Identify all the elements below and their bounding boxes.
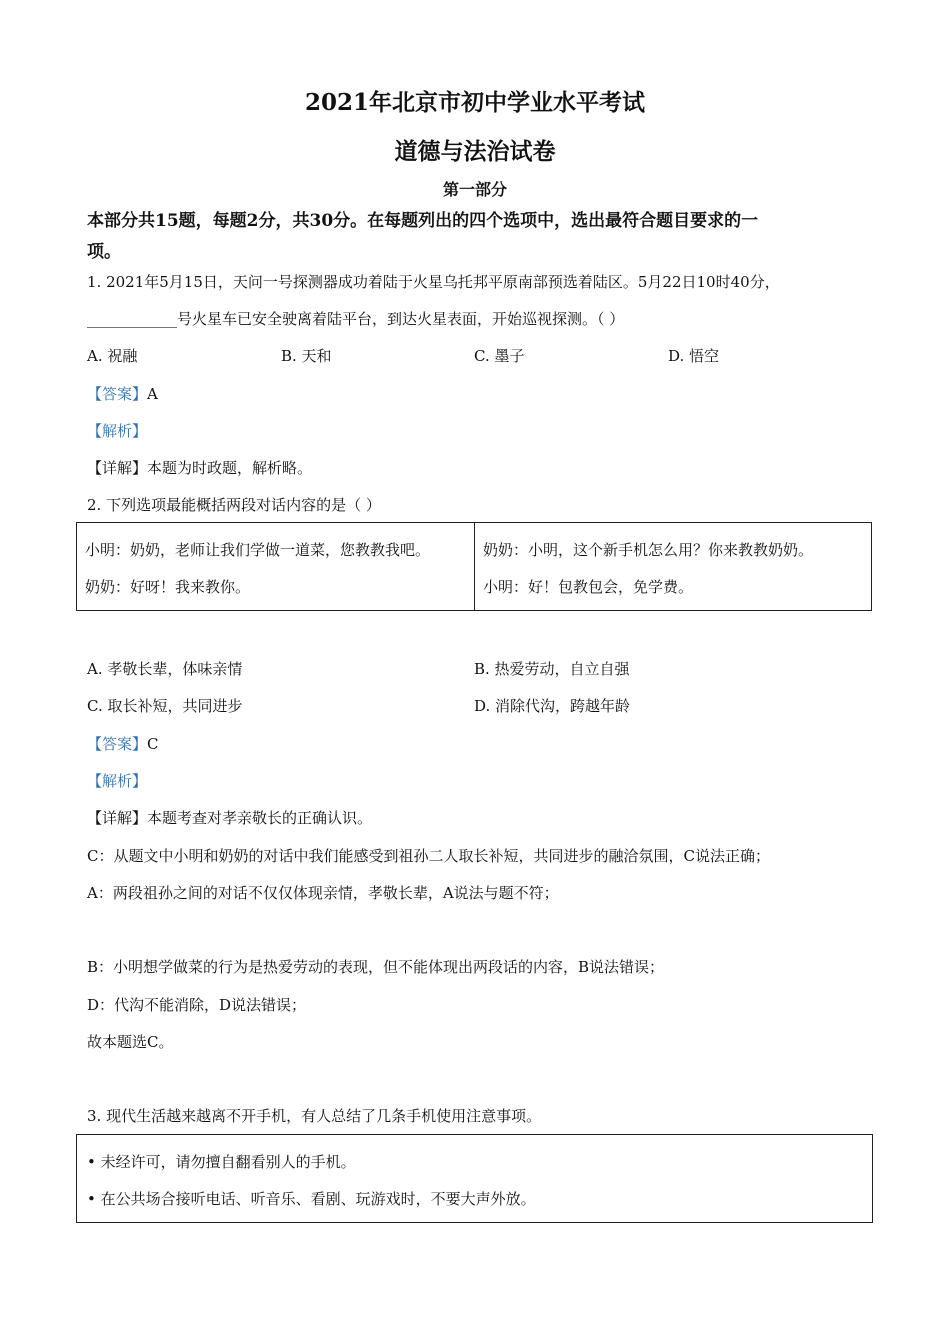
part-intro-line2: 项。 bbox=[87, 242, 121, 262]
q2-option-b: B. 热爱劳动，自立自强 bbox=[474, 660, 630, 678]
q2-explain-d: D：代沟不能消除，D说法错误； bbox=[87, 996, 307, 1014]
part-heading: 第一部分 bbox=[442, 180, 507, 199]
q2-explain-a: A：两段祖孙之间的对话不仅仅体现亲情，孝敬长辈，A说法与题不符； bbox=[87, 884, 559, 902]
dialogue-cell-right bbox=[475, 523, 871, 610]
q3-rules-box bbox=[76, 1134, 873, 1223]
q2-answer bbox=[87, 733, 159, 754]
q1-stem-line1: 1. 2021年5月15日，天问一号探测器成功着陆于火星乌托邦平原南部预选着陆区。5月22日10时40分， bbox=[87, 273, 780, 291]
q1-analysis-label: 【解析】 bbox=[87, 422, 148, 440]
dialogue-left-line2: 奶奶：好呀！我来教你。 bbox=[85, 578, 251, 596]
q3-rule-2: • 在公共场合接听电话、听音乐、看剧、玩游戏时，不要大声外放。 bbox=[87, 1190, 536, 1208]
q1-answer bbox=[87, 383, 158, 404]
q3-rule-1: • 未经许可，请勿擅自翻看别人的手机。 bbox=[87, 1153, 356, 1171]
q2-detail: 【详解】本题考查对孝亲敬长的正确认识。 bbox=[87, 809, 373, 827]
part-intro-line1: 本部分共15题，每题2分，共30分。在每题列出的四个选项中，选出最符合题目要求的一 bbox=[87, 211, 759, 231]
q1-option-b: B. 天和 bbox=[281, 347, 332, 365]
q2-option-a: A. 孝敬长辈，体味亲情 bbox=[87, 660, 243, 678]
q2-conclusion: 故本题选C。 bbox=[87, 1033, 174, 1051]
q1-option-d: D. 悟空 bbox=[668, 347, 720, 365]
answer-label: 【答案】 bbox=[87, 735, 148, 753]
q1-option-a: A. 祝融 bbox=[87, 347, 138, 365]
q1-option-c: C. 墨子 bbox=[474, 347, 525, 365]
dialogue-cell-left bbox=[77, 523, 475, 610]
q1-detail: 【详解】本题为时政题，解析略。 bbox=[87, 459, 313, 477]
dialogue-right-line2: 小明：好！包教包会，免学费。 bbox=[483, 578, 694, 596]
q2-explain-b: B：小明想学做菜的行为是热爱劳动的表现，但不能体现出两段话的内容，B说法错误； bbox=[87, 958, 665, 976]
q2-option-d: D. 消除代沟，跨越年龄 bbox=[474, 697, 631, 715]
q2-option-c: C. 取长补短，共同进步 bbox=[87, 697, 243, 715]
exam-subtitle: 道德与法治试卷 bbox=[394, 138, 556, 165]
answer-value: A bbox=[147, 385, 158, 403]
q2-dialogue-table bbox=[76, 522, 872, 611]
q2-explain-c: C：从题文中小明和奶奶的对话中我们能感受到祖孙二人取长补短，共同进步的融洽氛围，C说法正确； bbox=[87, 847, 770, 865]
dialogue-right-line1: 奶奶：小明，这个新手机怎么用？你来教教奶奶。 bbox=[483, 541, 814, 559]
q3-stem: 3. 现代生活越来越离不开手机，有人总结了几条手机使用注意事项。 bbox=[87, 1107, 542, 1125]
answer-label: 【答案】 bbox=[87, 385, 148, 403]
q2-analysis-label: 【解析】 bbox=[87, 772, 148, 790]
q1-stem-line2: ____________号火星车已安全驶离着陆平台，到达火星表面，开始巡视探测。（ ） bbox=[87, 310, 625, 328]
exam-title: 2021年北京市初中学业水平考试 bbox=[304, 89, 645, 116]
dialogue-left-line1: 小明：奶奶，老师让我们学做一道菜，您教教我吧。 bbox=[85, 541, 431, 559]
answer-value: C bbox=[147, 735, 159, 753]
q2-stem: 2. 下列选项最能概括两段对话内容的是（ ） bbox=[87, 496, 381, 514]
